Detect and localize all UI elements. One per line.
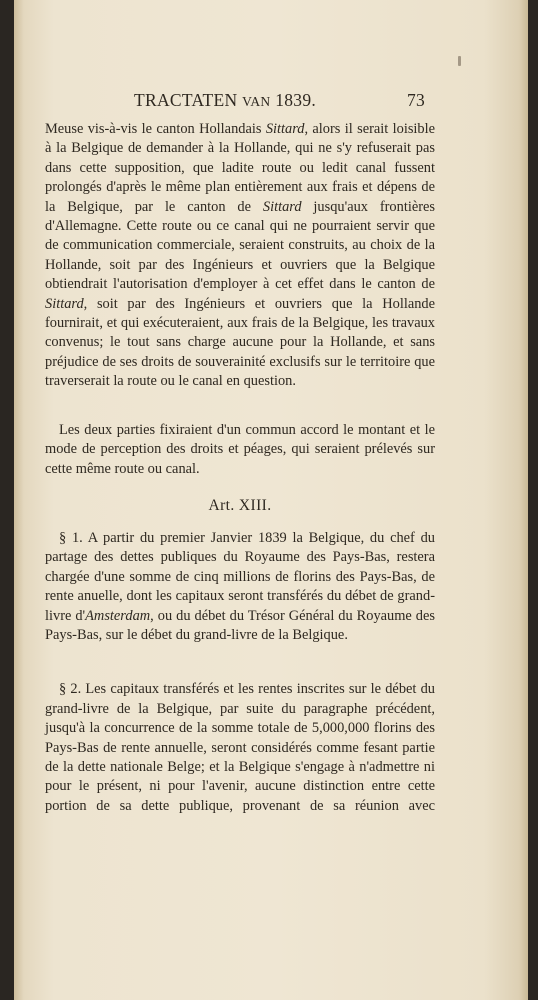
article-heading: Art. XIII. [208,496,272,514]
page-header [14,90,528,110]
paragraph-meuse: Meuse vis-à-vis le canton Hollandais Sittard, alors il serait loisible à la Belgique de demander à la Hollande, qui ne s'y refuserait pas dans cette supposition, que ladite route ou ledit canal fussent prolongés d'après le même plan entièrement aux frais et dépens de la Belgique, par le canton de Sittard jusqu'aux frontières d'Allemagne. Cette route ou ce canal qui ne pourraient servir que de communication commerciale, seraient construits, au choix de la Hollande, soit par des Ingénieurs et ouvriers que la Belgique obtiendrait l'autorisation d'employer à cet effet dans le canton de Sittard, soit par des Ingénieurs et ouvriers que la Hollande fournirait, et qui exécuteraient, aux frais de la Belgique, les travaux convenus; le tout sans charge aucune pour la Hollande, et sans préjudice de ses droits de souverainité exclusifs sur le territoire que traverserait la route ou le canal en question. [45,121,435,390]
text-body [45,120,435,816]
running-title-van: VAN [242,94,271,109]
paragraph-section-1: § 1. A partir du premier Janvier 1839 la Belgique, du chef du partage des dettes publiques du Royaume des Pays-Bas, restera chargée d'une somme de cinq millions de florins des Pays-Bas, de rente anuelle, dont les capitaux seront transférés du débet de grand-livre d'Amsterdam, ou du débet du Trésor Général du Royaume des Pays-Bas, sur le débet du grand-livre de la Belgique. [45,529,435,643]
page-number: 73 [407,90,426,110]
book-page [14,0,528,1000]
place-name-sittard: Sittard [45,295,84,312]
place-name-amsterdam: Amsterdam [85,607,151,624]
paragraph-section-2: § 2. Les capitaux transférés et les rentes inscrites sur le débet du grand-livre de la Belgique, par suite du paragraphe précédent, jusqu'à la concurrence de la somme totale de 5,000,000 florins des Pays-Bas de rente annuelle, seront considérés comme fesant partie de la dette nationale Belge; et la Belgique s'engage à n'admettre ni pour le présent, ni pour l'avenir, aucune distinction entre cette portion de sa dette publique, provenant de sa réunion avec [45,681,435,814]
paragraph-droits-peages: Les deux parties fixiraient d'un commun accord le montant et le mode de perception des droits et péages, qui seraient prélevés sur cette même route ou canal. [45,421,435,477]
place-name-sittard: Sittard [262,198,302,215]
running-title [134,90,316,111]
running-title-main: TRACTATEN [134,90,238,110]
place-name-sittard: Sittard [265,121,305,137]
ink-mark [458,56,461,66]
running-title-year: 1839. [275,90,317,110]
